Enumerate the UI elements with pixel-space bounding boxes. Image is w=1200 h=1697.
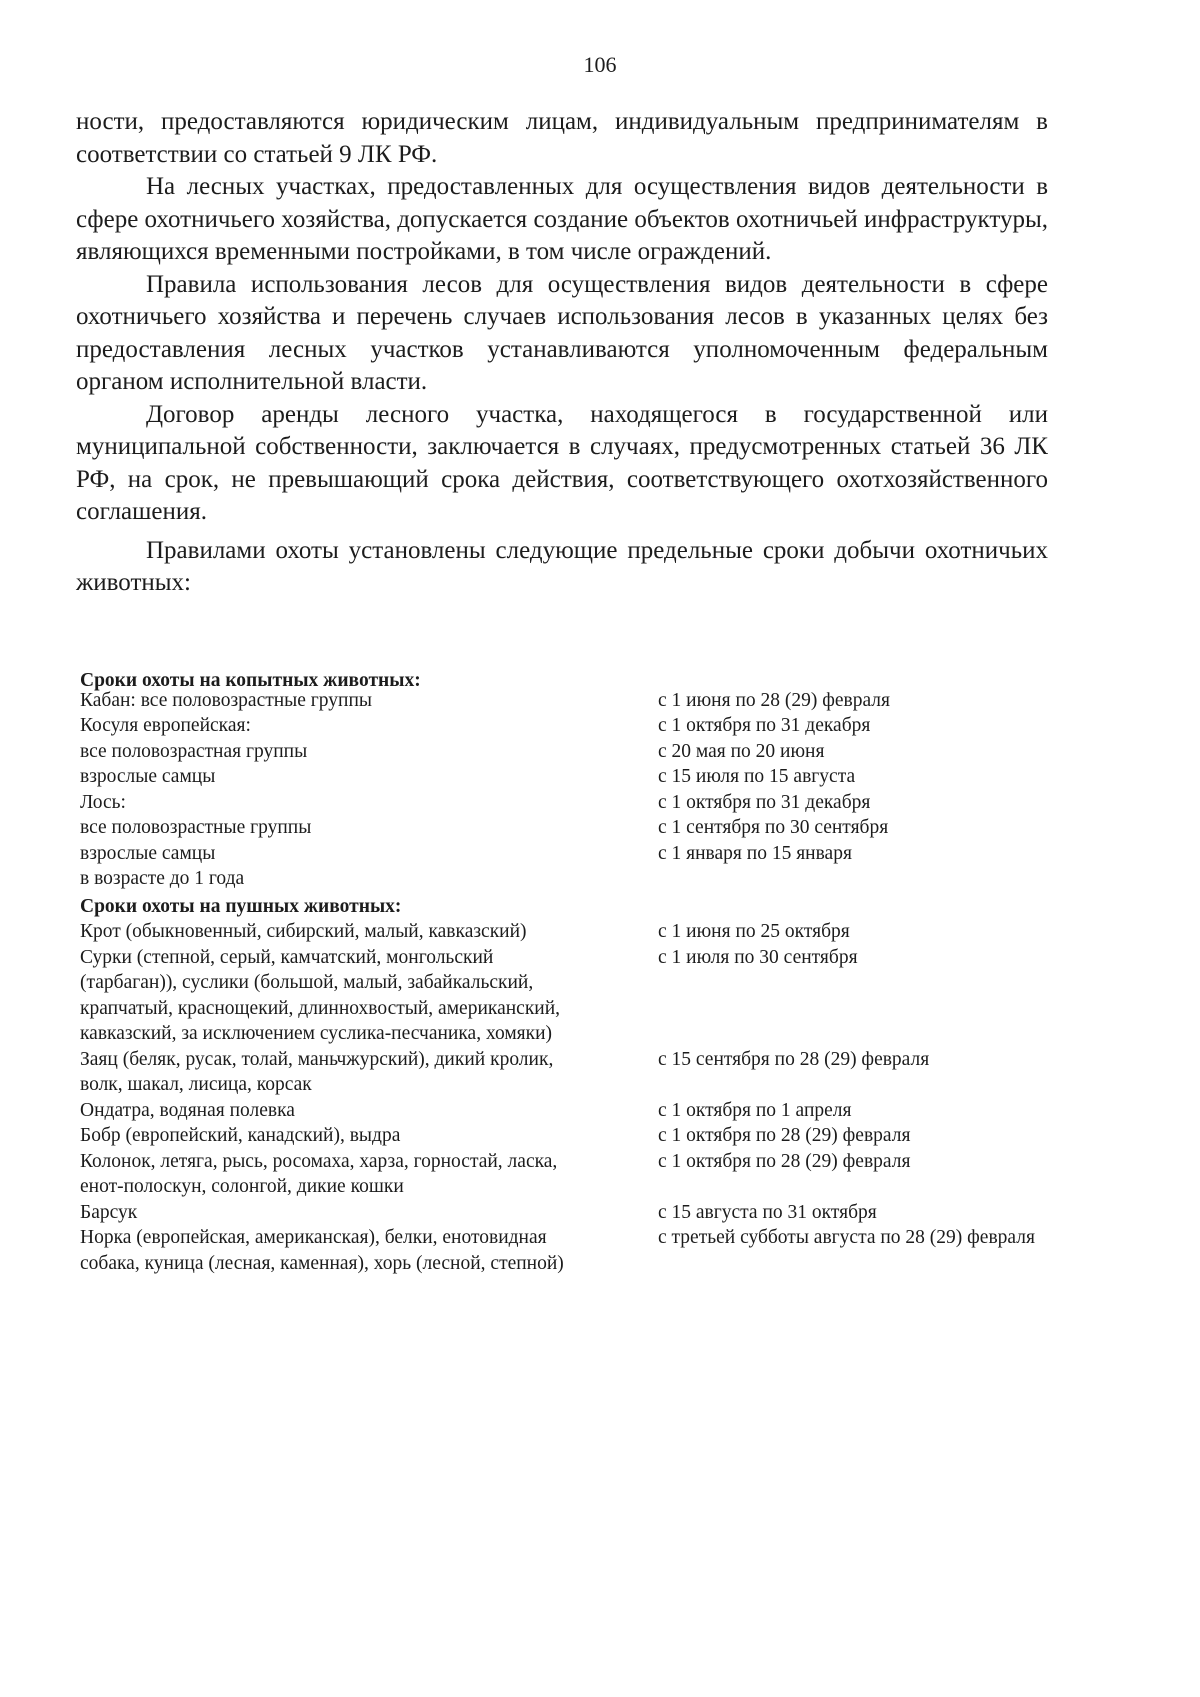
animal-name: Норка (европейская, американская), белки, енотовидная собака, куница (лесная, каменная), хорь (лесной, степной) (80, 1227, 564, 1274)
animal-name: Крот (обыкновенный, сибирский, малый, кавказский) (80, 921, 527, 942)
list-item (80, 790, 1080, 816)
animal-name: Косуля европейская: (80, 715, 251, 736)
season-period: с 1 января по 15 января (658, 842, 852, 864)
season-period: с 20 мая по 20 июня (658, 740, 825, 762)
season-period: с 1 октября по 31 декабря (658, 791, 871, 813)
paragraph-lease-agreement: Договор аренды лесного участка, находящегося в государственной или муниципальной собственности, заключается в случаях, предусмотренных статьей 36 ЛК РФ, на срок, не превышающий срока действия, соответствующего охотхозяйственного соглашения. (76, 400, 1048, 525)
list-item (80, 688, 1080, 714)
list-item (80, 945, 1080, 1047)
list-item (80, 713, 1080, 739)
animal-name: Кабан: все половозрастные группы (80, 689, 373, 711)
list-item (80, 866, 1080, 892)
page-number: 106 (583, 52, 617, 77)
paragraph-continuation: ности, предоставляются юридическим лицам, индивидуальным предпринимателям в соответствии со статьей 9 ЛК РФ. (76, 108, 1048, 168)
animal-name: Колонок, летяга, рысь, росомаха, харза, горностай, ласка, енот-полоскун, солонгой, дикие кошки (80, 1150, 558, 1197)
body-text (76, 106, 1048, 600)
list-item (80, 1200, 1080, 1226)
season-period: с 1 октября по 28 (29) февраля (658, 1150, 911, 1172)
list-item (80, 1098, 1080, 1124)
animal-name: Лось: (80, 791, 126, 813)
list-item (80, 919, 1080, 945)
section-heading-label: Сроки охоты на копытных животных: (80, 670, 421, 691)
season-period: с третьей субботы августа по 28 (29) февраля (658, 1227, 1035, 1248)
list-item (80, 1047, 1080, 1098)
animal-name: Барсук (80, 1201, 138, 1223)
season-period: с 1 октября по 28 (29) февраля (658, 1125, 911, 1146)
animal-name: все половозрастные группы (80, 817, 312, 838)
animal-name: Ондатра, водяная полевка (80, 1099, 295, 1121)
season-period: с 1 октября по 1 апреля (658, 1099, 852, 1121)
season-period: с 1 июня по 28 (29) февраля (658, 689, 891, 711)
list-item (80, 841, 1080, 867)
section-heading-furbearing (80, 894, 1080, 920)
list-item (80, 1123, 1080, 1149)
hunting-seasons-list (80, 668, 1080, 1276)
season-period: с 1 сентября по 30 сентября (658, 817, 889, 838)
section-heading-label: Сроки охоты на пушных животных: (80, 895, 402, 917)
paragraph-hunting-rules-intro: Правилами охоты установлены следующие предельные сроки добычи охотничьих животных: (76, 536, 1048, 596)
season-period: с 15 сентября по 28 (29) февраля (658, 1048, 930, 1070)
list-item (80, 1149, 1080, 1200)
animal-name: Заяц (беляк, русак, толай, маньчжурский), дикий кролик, волк, шакал, лисица, корсак (80, 1048, 554, 1095)
season-period: с 1 октября по 31 декабря (658, 715, 871, 736)
animal-name: взрослые самцы (80, 842, 216, 864)
list-item (80, 1225, 1080, 1276)
animal-name: все половозрастная группы (80, 740, 308, 762)
list-item (80, 815, 1080, 841)
season-period: с 1 июня по 25 октября (658, 921, 850, 942)
animal-name: в возрасте до 1 года (80, 868, 245, 889)
paragraph-forest-use-rules: Правила использования лесов для осуществления видов деятельности в сфере охотничьего хозяйства и перечень случаев использования лесов в указанных целях без предоставления лесных участков устанавливаются уполномоченным федеральным органом исполнительной власти. (76, 270, 1048, 395)
season-period: с 15 июля по 15 августа (658, 766, 856, 787)
animal-name: взрослые самцы (80, 766, 216, 787)
animal-name: Бобр (европейский, канадский), выдра (80, 1125, 401, 1146)
list-item (80, 739, 1080, 765)
season-period: с 15 августа по 31 октября (658, 1201, 877, 1223)
season-period: с 1 июля по 30 сентября (658, 946, 858, 968)
animal-name: Сурки (степной, серый, камчатский, монгольский (тарбаган)), суслики (большой, малый, забайкальский, крапчатый, краснощекий, длиннохвостый, американский, кавказский, за исключением суслика-песчаника, хомяки) (80, 946, 561, 1044)
paragraph-infrastructure: На лесных участках, предоставленных для осуществления видов деятельности в сфере охотничьего хозяйства, допускается создание объектов охотничьей инфраструктуры, являющихся временными постройками, в том числе ограждений. (76, 173, 1048, 265)
list-item (80, 764, 1080, 790)
